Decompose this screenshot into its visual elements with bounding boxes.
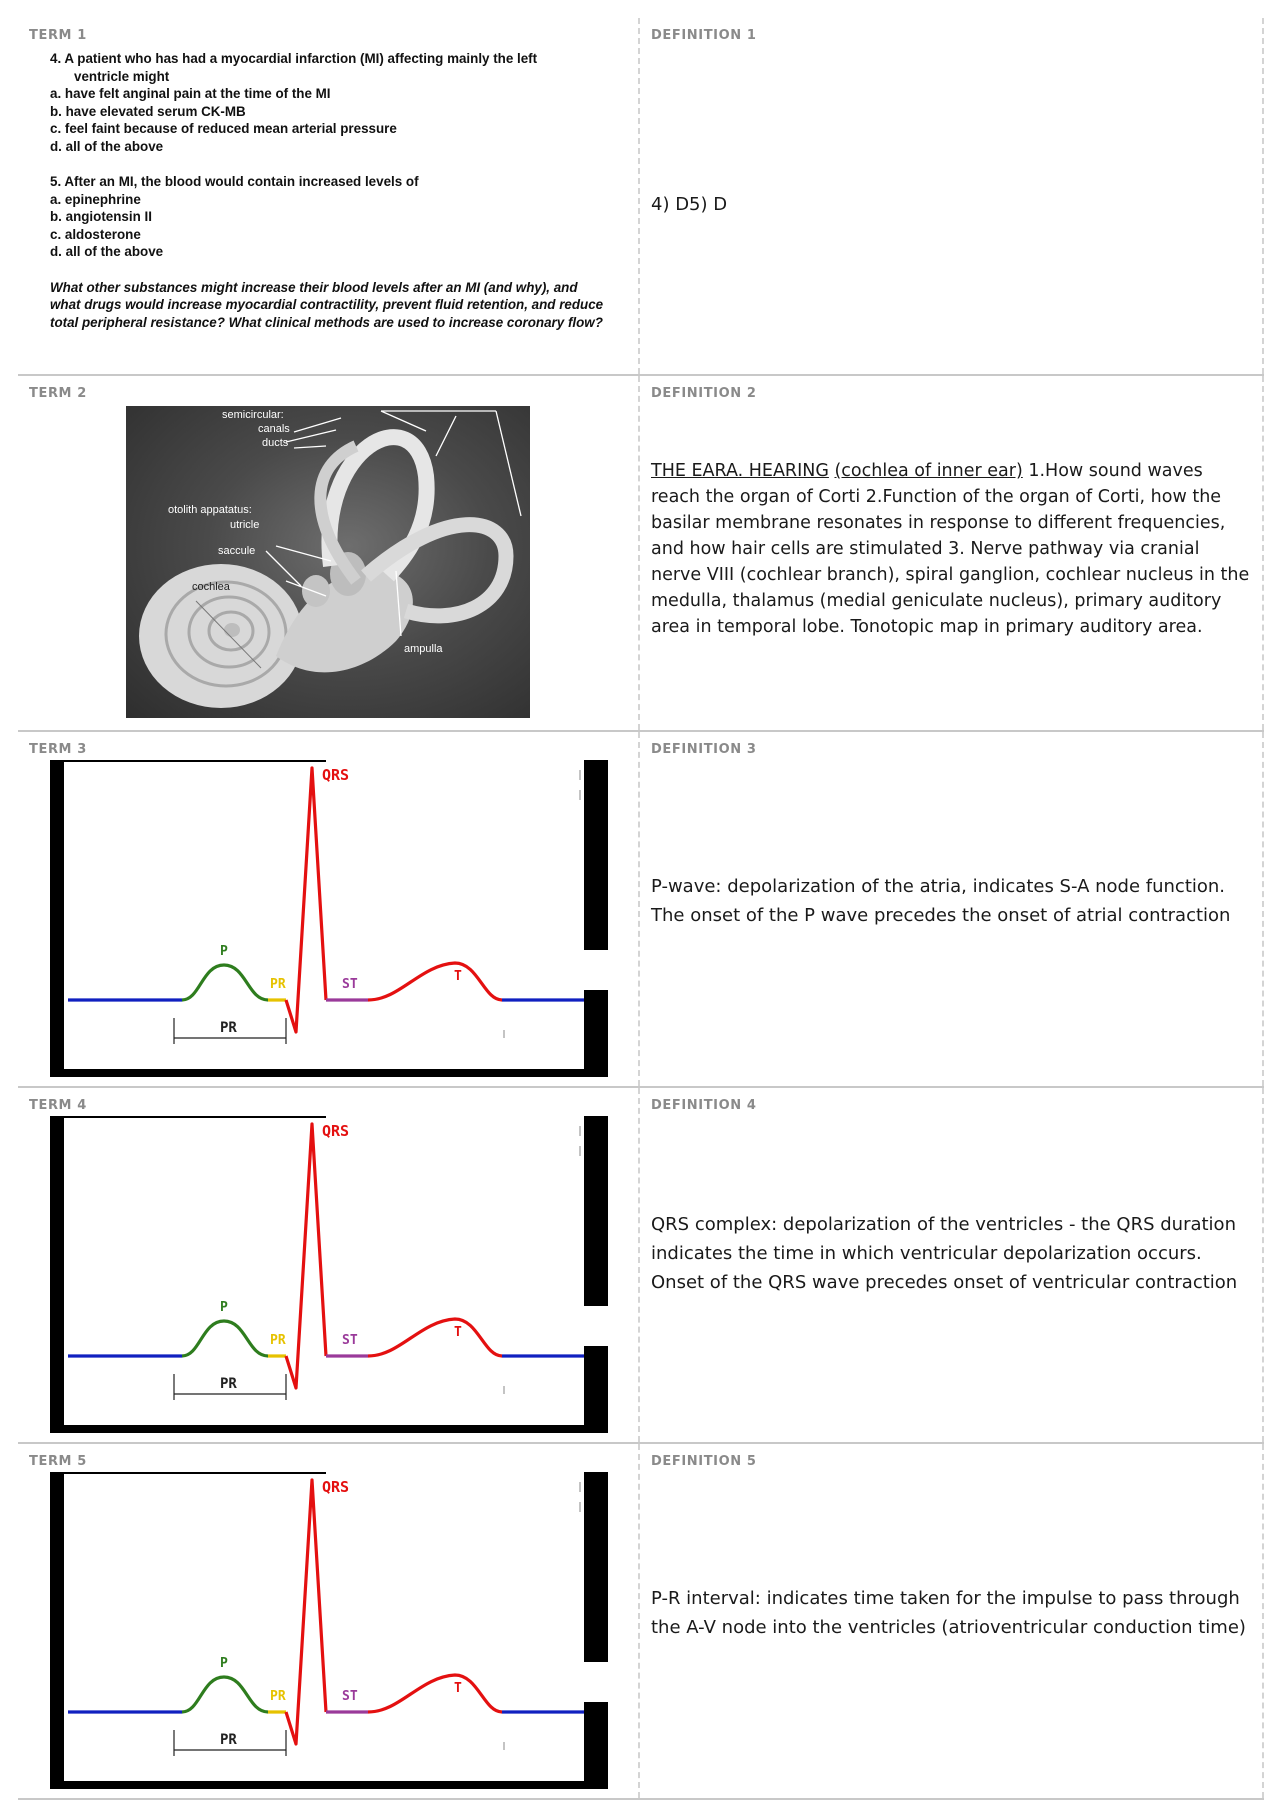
frame-top bbox=[64, 760, 326, 762]
definition-cell-4 bbox=[640, 1088, 1264, 1442]
follow-up-question: What other substances might increase their blood levels after an MI (and why), and what drugs would increase myocardial contractility, prevent fluid retention, and reduce total peripheral resistance? What clinical methods are used to increase coronary flow? bbox=[50, 279, 604, 330]
ecg-diagram bbox=[50, 1116, 608, 1433]
term-label: TERM 5 bbox=[29, 1454, 87, 1469]
card-row-2 bbox=[18, 376, 1264, 732]
definition-cell-3 bbox=[640, 732, 1264, 1086]
ecg-label-pr-interval: PR bbox=[220, 1376, 237, 1392]
term-cell-4 bbox=[18, 1088, 640, 1442]
term-label: TERM 4 bbox=[29, 1098, 87, 1113]
label-otolith: otolith appatatus: bbox=[168, 504, 252, 516]
definition-text: P-R interval: indicates time taken for the impulse to pass through the A-V node into the ventricles (atrioventricular conduction time) bbox=[651, 1588, 1246, 1638]
definition-text: 4) D5) D bbox=[651, 194, 728, 215]
definition-label: DEFINITION 5 bbox=[651, 1454, 757, 1469]
frame-bottom bbox=[50, 1781, 608, 1789]
definition-text: QRS complex: depolarization of the ventricles - the QRS duration indicates the time in which ventricular depolarization occurs. Onset of the QRS wave precedes onset of ventricular contraction bbox=[651, 1214, 1238, 1293]
ecg-label-st: ST bbox=[342, 1333, 358, 1348]
question-5: 5. After an MI, the blood would contain increased levels of bbox=[50, 174, 419, 189]
ecg-label-st: ST bbox=[342, 1689, 358, 1704]
label-canals: canals bbox=[258, 423, 290, 435]
term-cell-3 bbox=[18, 732, 640, 1086]
term-label: TERM 1 bbox=[29, 28, 87, 43]
flashcard-sheet bbox=[18, 18, 1264, 1800]
label-utricle: utricle bbox=[230, 519, 260, 531]
term-cell-5 bbox=[18, 1444, 640, 1798]
frame-left bbox=[50, 760, 64, 1077]
definition-text bbox=[651, 458, 1252, 640]
term-cell-1 bbox=[18, 18, 640, 374]
card-row-5 bbox=[18, 1444, 1264, 1800]
label-saccule: saccule bbox=[218, 545, 256, 557]
option: d. all of the above bbox=[50, 244, 164, 259]
option: c. feel faint because of reduced mean arterial pressure bbox=[50, 121, 397, 136]
frame-top bbox=[64, 1472, 326, 1474]
option: b. angiotensin II bbox=[50, 209, 152, 224]
ecg-label-p: P bbox=[220, 1656, 228, 1671]
frame-right-bottom bbox=[584, 1346, 608, 1433]
ecg-label-p: P bbox=[220, 944, 228, 959]
ecg-label-pr-interval: PR bbox=[220, 1020, 237, 1036]
frame-bottom bbox=[50, 1425, 608, 1433]
frame-left bbox=[50, 1472, 64, 1789]
ecg-label-pr-interval: PR bbox=[220, 1732, 237, 1748]
definition-cell-2 bbox=[640, 376, 1264, 730]
term-label: TERM 3 bbox=[29, 742, 87, 757]
card-row-3 bbox=[18, 732, 1264, 1088]
label-cochlea: cochlea bbox=[192, 581, 230, 593]
ecg-label-pr-segment: PR bbox=[270, 1333, 286, 1348]
qrs-complex bbox=[286, 1480, 326, 1744]
definition-heading: THE EARA. HEARING bbox=[651, 461, 829, 481]
ecg-label-t: T bbox=[454, 969, 462, 984]
definition-label: DEFINITION 4 bbox=[651, 1098, 757, 1113]
frame-right-top bbox=[584, 1472, 608, 1662]
t-wave bbox=[368, 963, 502, 1000]
definition-body: 1.How sound waves reach the organ of Corti 2.Function of the organ of Corti, how the basilar membrane resonates in response to different frequencies, and how hair cells are stimulated 3. Nerve pathway via cranial nerve VIII (cochlear branch), spiral ganglion, cochlear nucleus in the medulla, thalamus (medial geniculate nucleus), primary auditory area in temporal lobe. Tonotopic map in primary auditory area. bbox=[651, 461, 1250, 637]
frame-right-top bbox=[584, 760, 608, 950]
p-wave bbox=[182, 965, 268, 1000]
label-ducts: ducts bbox=[262, 437, 289, 449]
frame-right-bottom bbox=[584, 1702, 608, 1789]
qrs-complex bbox=[286, 768, 326, 1032]
option: a. epinephrine bbox=[50, 191, 141, 207]
ecg-label-qrs: QRS bbox=[322, 1478, 350, 1496]
ecg-diagram bbox=[50, 1472, 608, 1789]
frame-right-bottom bbox=[584, 990, 608, 1077]
term-label: TERM 2 bbox=[29, 386, 87, 401]
question-4: 4. A patient who has had a myocardial infarction (MI) affecting mainly the left bbox=[50, 51, 538, 66]
frame-bottom bbox=[50, 1069, 608, 1077]
p-wave bbox=[182, 1321, 268, 1356]
definition-label: DEFINITION 1 bbox=[651, 28, 757, 43]
option: d. all of the above bbox=[50, 138, 164, 154]
ecg-label-qrs: QRS bbox=[322, 1122, 350, 1140]
frame-left bbox=[50, 1116, 64, 1433]
ecg-label-pr-segment: PR bbox=[270, 1689, 286, 1704]
definition-cell-5 bbox=[640, 1444, 1264, 1798]
definition-subheading: (cochlea of inner ear) bbox=[834, 461, 1023, 481]
ecg-label-st: ST bbox=[342, 977, 358, 992]
definition-label: DEFINITION 3 bbox=[651, 742, 757, 757]
frame-right-top bbox=[584, 1116, 608, 1306]
t-wave bbox=[368, 1675, 502, 1712]
card-row-4 bbox=[18, 1088, 1264, 1444]
term-cell-2 bbox=[18, 376, 640, 730]
ecg-label-t: T bbox=[454, 1681, 462, 1696]
p-wave bbox=[182, 1677, 268, 1712]
ecg-diagram bbox=[50, 760, 608, 1077]
ecg-label-p: P bbox=[220, 1300, 228, 1315]
definition-cell-1 bbox=[640, 18, 1264, 374]
definition-text: P-wave: depolarization of the atria, indicates S-A node function. The onset of the P wave precedes the onset of atrial contraction bbox=[651, 876, 1231, 926]
option: c. aldosterone bbox=[50, 226, 141, 242]
ecg-label-qrs: QRS bbox=[322, 766, 350, 784]
qrs-complex bbox=[286, 1124, 326, 1388]
label-semicircular: semicircular: bbox=[222, 409, 284, 421]
t-wave bbox=[368, 1319, 502, 1356]
option: b. have elevated serum CK-MB bbox=[50, 103, 246, 119]
option: a. have felt anginal pain at the time of the MI bbox=[50, 86, 331, 101]
question-4-continued: ventricle might bbox=[74, 68, 170, 84]
ecg-label-t: T bbox=[454, 1325, 462, 1340]
ecg-label-pr-segment: PR bbox=[270, 977, 286, 992]
card-row-1 bbox=[18, 18, 1264, 376]
inner-ear-image bbox=[126, 406, 530, 718]
frame-top bbox=[64, 1116, 326, 1118]
label-ampulla: ampulla bbox=[404, 643, 443, 655]
question-image-text bbox=[50, 50, 620, 331]
definition-label: DEFINITION 2 bbox=[651, 386, 757, 401]
